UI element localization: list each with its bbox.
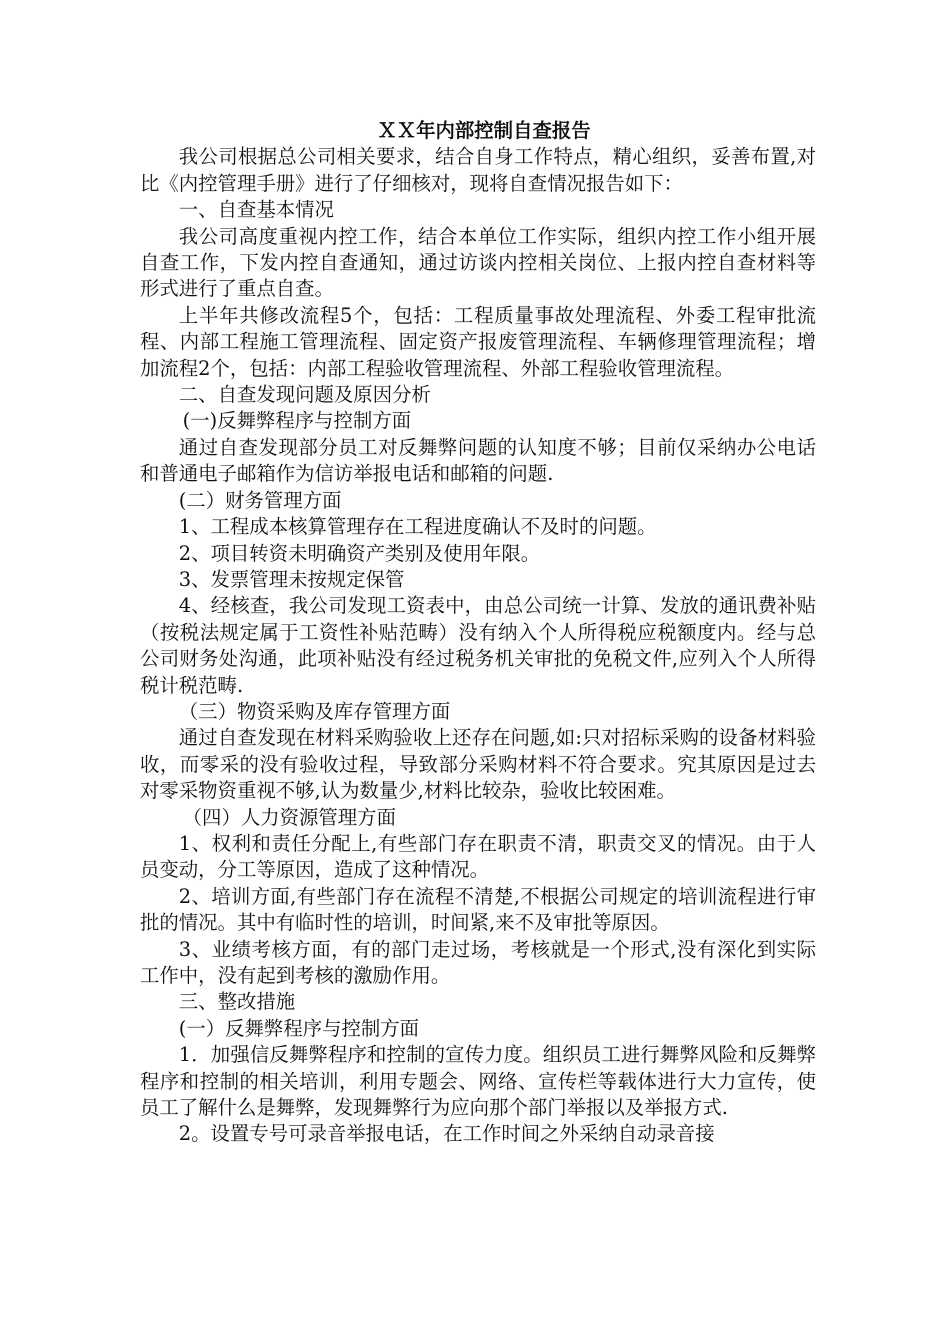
- section-1-paragraph-1: 我公司高度重视内控工作，结合本单位工作实际，组织内控工作小组开展自查工作，下发内控自查通知，通过访谈内控相关岗位、上报内控自查材料等形式进行了重点自查。: [140, 224, 816, 301]
- section-1-paragraph-2: 上半年共修改流程5个，包括：工程质量事故处理流程、外委工程审批流程、内部工程施工管理流程、固定资产报废管理流程、车辆修理管理流程；增加流程2个，包括：内部工程验收管理流程、外部工程验收管理流程。: [140, 303, 816, 380]
- subsection-2-2-item-3: 3、发票管理未按规定保管: [178, 567, 405, 591]
- document-page: [140, 118, 816, 1148]
- section-heading-1: 一、自查基本情况: [178, 198, 334, 222]
- subsection-2-2-item-2: 2、项目转资未明确资产类别及使用年限。: [178, 541, 541, 565]
- subsection-heading-2-2: (二）财务管理方面: [178, 488, 342, 512]
- subsection-heading-2-3: （三）物资采购及库存管理方面: [178, 699, 451, 723]
- subsection-3-1-item-1: 1．加强信反舞弊程序和控制的宣传力度。组织员工进行舞弊风险和反舞弊程序和控制的相关培训，利用专题会、网络、宣传栏等载体进行大力宣传，使员工了解什么是舞弊，发现舞弊行为应向那个部门举报以及举报方式.: [140, 1043, 816, 1120]
- section-heading-3: 三、整改措施: [178, 990, 296, 1014]
- subsection-2-4-item-1: 1、权利和责任分配上,有些部门存在职责不清，职责交叉的情况。由于人员变动，分工等原因，造成了这种情况。: [140, 831, 816, 882]
- subsection-3-1-item-2: 2。设置专号可录音举报电话，在工作时间之外采纳自动录音接: [178, 1122, 715, 1146]
- subsection-2-3-paragraph: 通过自查发现在材料采购验收上还存在问题,如:只对招标采购的设备材料验收，而零采的没有验收过程，导致部分采购材料不符合要求。究其原因是过去对零采物资重视不够,认为数量少,材料比较杂，验收比较困难。: [140, 726, 816, 803]
- subsection-2-2-item-4: 4、经核查，我公司发现工资表中，由总公司统一计算、发放的通讯费补贴（按税法规定属于工资性补贴范畴）没有纳入个人所得税应税额度内。经与总公司财务处沟通，此项补贴没有经过税务机关审批的免税文件,应列入个人所得税计税范畴.: [140, 594, 816, 697]
- subsection-2-4-item-2: 2、培训方面,有些部门存在流程不清楚,不根据公司规定的培训流程进行审批的情况。其中有临时性的培训，时间紧,来不及审批等原因。: [140, 884, 816, 935]
- subsection-heading-2-4: （四）人力资源管理方面: [182, 805, 396, 829]
- section-heading-2: 二、自查发现问题及原因分析: [178, 383, 431, 407]
- intro-paragraph: 我公司根据总公司相关要求，结合自身工作特点，精心组织，妥善布置,对比《内控管理手册》进行了仔细核对，现将自查情况报告如下：: [140, 145, 816, 195]
- subsection-heading-2-1: (一)反舞弊程序与控制方面: [182, 409, 412, 433]
- subsection-2-1-paragraph: 通过自查发现部分员工对反舞弊问题的认知度不够；目前仅采纳办公电话和普通电子邮箱作为信访举报电话和邮箱的问题.: [140, 435, 816, 486]
- subsection-2-2-item-1: 1、工程成本核算管理存在工程进度确认不及时的问题。: [178, 515, 657, 539]
- document-title: ＸＸ年内部控制自查报告: [377, 119, 591, 142]
- subsection-2-4-item-3: 3、业绩考核方面，有的部门走过场，考核就是一个形式,没有深化到实际工作中，没有起到考核的激励作用。: [140, 937, 816, 987]
- subsection-heading-3-1: (一）反舞弊程序与控制方面: [178, 1016, 420, 1040]
